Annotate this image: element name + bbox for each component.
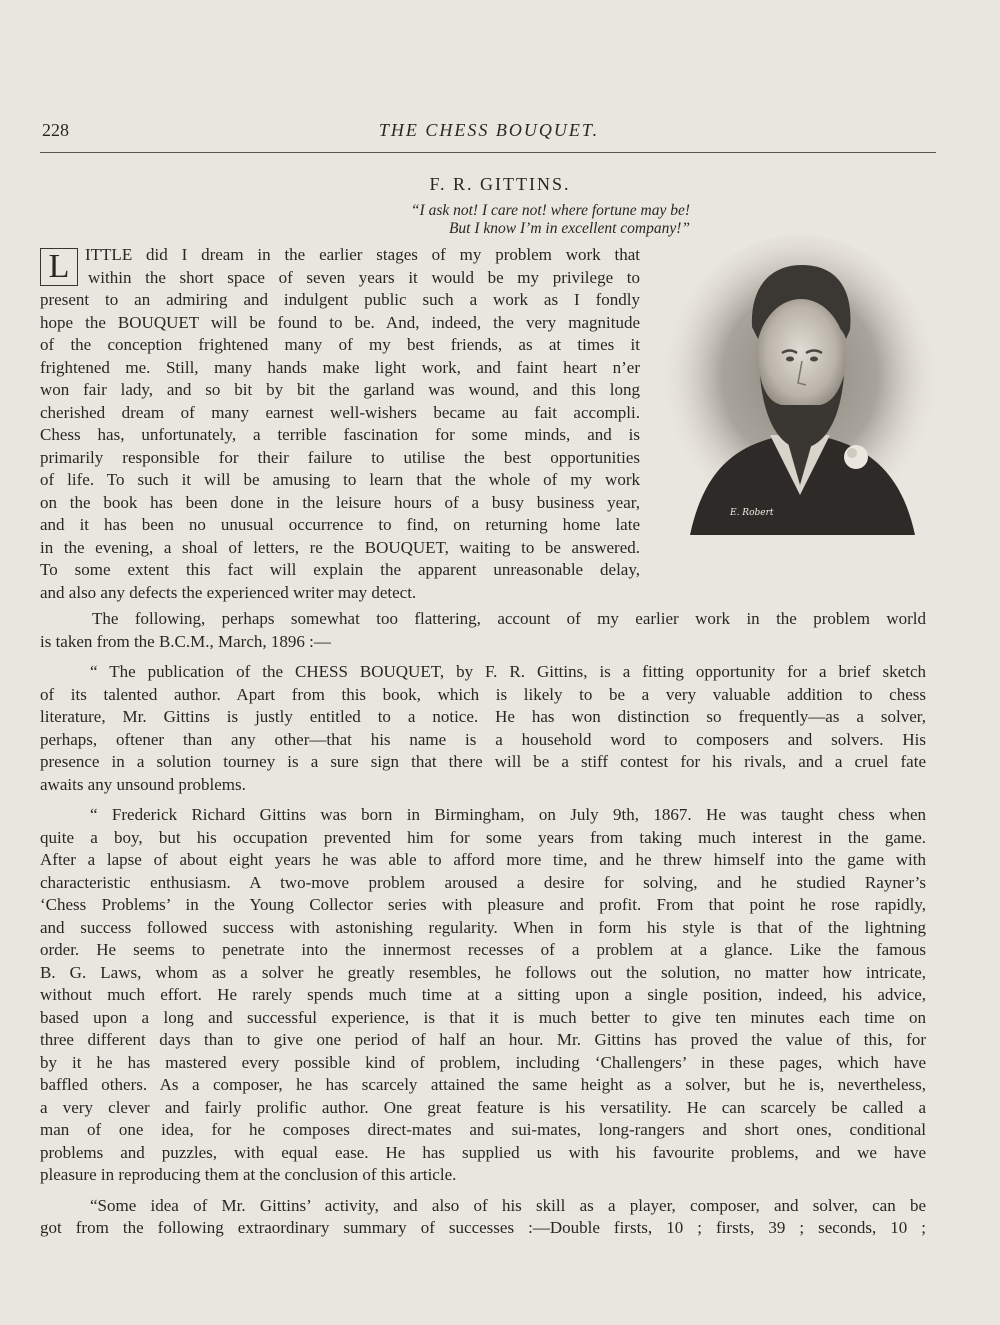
page-number: 228 [42,120,69,140]
body-line: “ Frederick Richard Gittins was born in Birmingham, on July 9th, 1867. He was taught chess when [90,805,926,824]
intro-line: in the evening, a shoal of letters, re the BOUQUET, waiting to be answered. [40,537,640,557]
body-line: pleasure in reproducing them at the conclusion of this article. [40,1165,457,1184]
intro-line: and it has been no unusual occurrence to find, on returning home late [40,515,640,534]
article-title: F. R. GITTINS. [429,174,571,194]
body-line: perhaps, oftener than any other—that his name is a household word to composers and solvers. His [40,729,926,749]
article-body [40,608,926,1240]
intro-line: primarily responsible for their failure to utilise the best opportunities [40,447,640,467]
body-line: is taken from the B.C.M., March, 1896 :— [40,631,331,651]
epigraph-line: “I ask not! I care not! where fortune may be! [410,202,690,219]
intro-line: and also any defects the experienced writer may detect. [40,582,417,602]
portrait-engraving [660,235,940,545]
intro-line: ITTLE did I dream in the earlier stages of my problem work that [85,245,640,264]
body-line: man of one idea, for he composes direct-mates and sui-mates, long-rangers and short ones, conditional [40,1120,926,1139]
body-line: awaits any unsound problems. [40,774,246,794]
body-line: “Some idea of Mr. Gittins’ activity, and also of his skill as a player, composer, and solver, can be [90,1195,926,1215]
body-line: B. G. Laws, whom as a solver he greatly resembles, he follows out the solution, no matter how intricate, [40,962,926,982]
body-line: based upon a long and successful experience, is that it is much better to give ten minutes each time on [40,1007,926,1027]
body-line: got from the following extraordinary summary of successes :—Double firsts, 10 ; firsts, 39 ; seconds, 10 ; [40,1218,926,1237]
intro-line: hope the BOUQUET will be found to be. And, indeed, the very magnitude [40,312,640,332]
body-line: order. He seems to penetrate into the innermost recesses of a problem at a glance. Like the famous [40,940,926,959]
body-line: literature, Mr. Gittins is justly entitled to a notice. He has won distinction so frequently—as a solver, [40,707,926,726]
intro-line: on the book has been done in the leisure hours of a busy business year, [40,492,640,512]
intro-line: within the short space of seven years it would be my privilege to [88,267,640,287]
body-line: of its talented author. Apart from this book, which is likely to be a very valuable addition to chess [40,684,926,704]
body-line: without much effort. He rarely spends much time at a sitting upon a single position, indeed, his advice, [40,985,926,1004]
intro-line: To some extent this fact will explain the apparent unreasonable delay, [40,560,640,579]
drop-cap: L [40,248,78,286]
body-line: and success followed success with astonishing regularity. When in form his style is that of the lightning [40,917,926,937]
body-line: The following, perhaps somewhat too flattering, account of my earlier work in the problem world [92,609,926,628]
epigraph [300,202,690,238]
intro-line: frightened me. Still, many hands make light work, and faint heart n’er [40,357,640,377]
header-rule [40,152,936,153]
intro-line: of life. To such it will be amusing to learn that the whole of my work [40,470,640,489]
portrait-signature: E. Robert [730,508,774,518]
body-line: presence in a solution tourney is a sure sign that there will be a stiff contest for his rivals, and a cruel fate [40,752,926,771]
body-line: three different days than to give one period of half an hour. Mr. Gittins has proved the value of this, for [40,1030,926,1049]
intro-paragraph [40,244,640,604]
intro-line: of the conception frightened many of my best friends, as at times it [40,335,640,354]
body-line: by it he has mastered every possible kind of problem, including ‘Challengers’ in these pages, which have [40,1052,926,1072]
body-line: After a lapse of about eight years he was able to afford more time, and he threw himself into the game with [40,850,926,869]
body-line: “ The publication of the CHESS BOUQUET, by F. R. Gittins, is a fitting opportunity for a brief sketch [90,662,926,681]
intro-line: Chess has, unfortunately, a terrible fascination for some minds, and is [40,425,640,444]
body-line: ‘Chess Problems’ in the Young Collector series with pleasure and profit. From that point he rose rapidly, [40,895,926,914]
body-line: quite a boy, but his occupation prevented him for some years from taking much interest in the game. [40,827,926,847]
intro-line: won fair lady, and so bit by bit the garland was wound, and this long [40,380,640,399]
page-header [42,120,936,152]
epigraph-line: But I know I’m in excellent company!” [448,220,690,237]
body-line: problems and puzzles, with equal ease. He has supplied us with his favourite problems, and we have [40,1142,926,1162]
body-line: baffled others. As a composer, he has scarcely attained the same height as a solver, but he is, nevertheless, [40,1075,926,1094]
intro-line: cherished dream of many earnest well-wishers became au fait accompli. [40,402,640,422]
body-line: characteristic enthusiasm. A two-move problem aroused a desire for solving, and he studied Rayner’s [40,872,926,892]
intro-line: present to an admiring and indulgent public such a work as I fondly [40,290,640,309]
running-title: THE CHESS BOUQUET. [378,120,600,140]
body-line: a very clever and fairly prolific author. One great feature is his versatility. He can scarcely be called a [40,1097,926,1117]
